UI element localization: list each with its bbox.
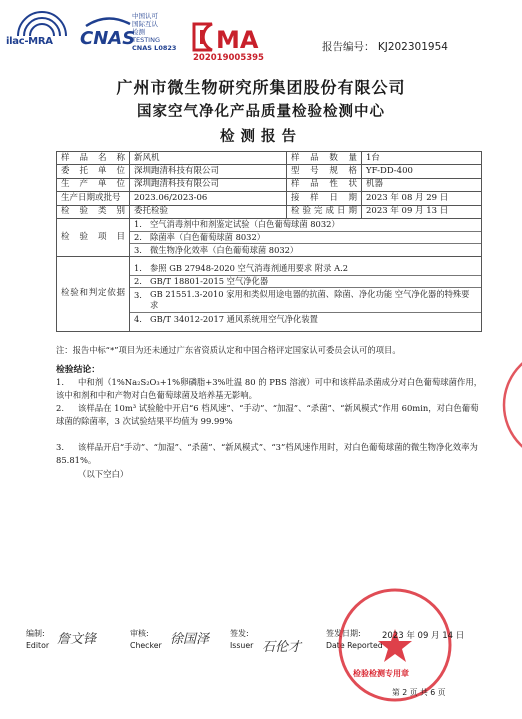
table-label: 样品性状: [287, 178, 362, 191]
cma-label: MA: [216, 26, 259, 54]
item-number: 1.: [130, 263, 146, 275]
table-value: 委托检验: [130, 205, 287, 218]
cnas-info-line: 中国认可: [132, 12, 158, 20]
table-label: 接样日期: [287, 192, 362, 205]
issuer-label-en: Issuer: [230, 641, 254, 650]
note-text: 注：报告中标“*”项目为还未通过广东省资质认定和中国合格评定国家认可委员会认可的项目。: [56, 345, 401, 355]
basis-cell: [130, 256, 482, 331]
cnas-logo: [80, 14, 134, 54]
table-label: 检验项目: [57, 218, 130, 256]
item-number: 2.: [130, 231, 146, 244]
list-item: [130, 275, 481, 288]
list-item: [130, 288, 481, 313]
table-value: 机器: [362, 178, 482, 191]
conclusion-number: 1.: [56, 377, 64, 387]
info-table: [56, 151, 482, 332]
report-number: 报告编号： KJ202301954: [322, 41, 448, 53]
list-item: [130, 263, 481, 275]
item-number: 1.: [130, 219, 146, 231]
table-label: 生产单位: [57, 178, 130, 191]
table-row-basis: [57, 256, 482, 331]
basis-list: [130, 263, 481, 325]
conclusion-item: [56, 376, 486, 403]
conclusion-text: 该样品在 10m³ 试验舱中开启“6 档风速”、“手动”、“加湿”、“杀菌”、“新风模式”作用 60min，对白色葡萄球菌的除菌率，3 次试验结果平均值为 99.99%: [56, 403, 479, 427]
items-cell: [130, 218, 482, 256]
conclusion-title: 检验结论：: [56, 365, 100, 375]
table-label: 委托单位: [57, 165, 130, 178]
list-item: [130, 244, 481, 256]
table-row: [57, 192, 482, 205]
conclusion-text: 中和剂（1%Na₂S₂O₃+1%卵磷脂+3%吐温 80 的 PBS 溶液）可中和该样品杀菌成分对白色葡萄球菌作用，该中和剂和中和产物对白色葡萄球菌及培养基无影响。: [56, 377, 483, 401]
cnas-info-line: 国际互认: [132, 20, 158, 28]
side-seal-icon: [500, 330, 522, 480]
issuer-label: [230, 628, 253, 652]
ilac-arcs-icon: [14, 8, 70, 38]
table-value: 1台: [362, 152, 482, 165]
conclusion-item: [56, 441, 486, 468]
cnas-info-line: TESTING: [132, 36, 160, 44]
table-value: YF-DD-400: [362, 165, 482, 178]
item-number: 2.: [130, 275, 146, 288]
conclusion-text: （以下空白）: [78, 469, 129, 479]
conclusion-text: 该样品开启“手动”、“加湿”、“杀菌”、“新风模式”、“3”档风速作用时，对白色葡萄球菌的微生物净化效率为 85.81%。: [56, 442, 478, 466]
issuer-signature: 石伦才: [262, 640, 302, 655]
cnas-label: CNAS: [80, 28, 136, 49]
seal-text: 检验检测专用章: [353, 669, 409, 678]
table-row: [57, 205, 482, 218]
center-title: 国家空气净化产品质量检验检测中心: [137, 104, 385, 120]
conclusion-item: [56, 468, 486, 481]
cnas-info: [132, 12, 176, 52]
list-item: [130, 231, 481, 244]
item-text: GB/T 34012-2017 通风系统用空气净化装置: [150, 313, 318, 324]
table-value: 深圳跑清科技有限公司: [130, 178, 287, 191]
cma-number: 202019005395: [193, 53, 264, 63]
table-value: 新风机: [130, 152, 287, 165]
list-item: [130, 313, 481, 325]
report-title: 检测报告: [220, 129, 302, 145]
editor-label: [26, 628, 49, 652]
issuer-label-cn: 签发:: [230, 629, 249, 638]
table-value: 深圳跑清科技有限公司: [130, 165, 287, 178]
page-number: 第 2 页 共 6 页: [392, 688, 446, 697]
table-label: 生产日期或批号: [57, 192, 130, 205]
list-item: [130, 219, 481, 231]
table-row: [57, 178, 482, 191]
editor-signature: 詹文锋: [57, 632, 97, 647]
table-label: 检验和判定依据: [57, 256, 130, 331]
table-value: 2023 年 09 月 13 日: [362, 205, 482, 218]
table-row-items: [57, 218, 482, 256]
date-label-en: Date Reported: [326, 641, 383, 650]
conclusion-item: [56, 402, 486, 429]
checker-label-cn: 审核:: [130, 629, 149, 638]
item-text: GB/T 18801-2015 空气净化器: [146, 275, 481, 288]
items-list: [130, 219, 481, 256]
table-label: 检验完成日期: [287, 205, 362, 218]
item-text: GB 21551.3-2010 家用和类似用途电器的抗菌、除菌、净化功能 空气净化器的特殊要求: [146, 288, 481, 313]
item-text: 除菌率（白色葡萄球菌 8032）: [146, 231, 481, 244]
table-row: [57, 152, 482, 165]
item-text: 参照 GB 27948-2020 空气消毒剂通用要求 附录 A.2: [146, 263, 481, 275]
report-date: 2023 年 09 月 14 日: [382, 631, 465, 641]
table-label: 检验类别: [57, 205, 130, 218]
cnas-info-line: 检测: [132, 28, 145, 36]
table-label: 样品数量: [287, 152, 362, 165]
conclusion-number: 3.: [56, 442, 64, 452]
company-title: 广州市微生物研究所集团股份有限公司: [116, 78, 406, 97]
editor-label-cn: 编制:: [26, 629, 45, 638]
date-label-cn: 签发日期:: [326, 629, 361, 638]
conclusion-number: 2.: [56, 403, 64, 413]
ilac-mra-logo: [6, 8, 80, 56]
item-number: 3.: [134, 244, 142, 255]
item-text: 微生物净化效率（白色葡萄球菌 8032）: [150, 244, 299, 255]
editor-label-en: Editor: [26, 641, 50, 650]
cnas-info-line: CNAS L0823: [132, 44, 177, 52]
table-label: 型号规格: [287, 165, 362, 178]
checker-signature: 徐国泽: [170, 632, 210, 647]
ilac-label: ilac-MRA: [6, 36, 53, 47]
table-value: 2023.06/2023-06: [130, 192, 287, 205]
item-number: 4.: [134, 313, 142, 324]
table-row: [57, 165, 482, 178]
item-text: 空气消毒剂中和剂鉴定试验（白色葡萄球菌 8032）: [146, 219, 481, 231]
checker-label-en: Checker: [130, 641, 162, 650]
checker-label: [130, 628, 162, 652]
item-number: 3.: [130, 288, 146, 313]
table-value: 2023 年 08 月 29 日: [362, 192, 482, 205]
table-label: 样品名称: [57, 152, 130, 165]
